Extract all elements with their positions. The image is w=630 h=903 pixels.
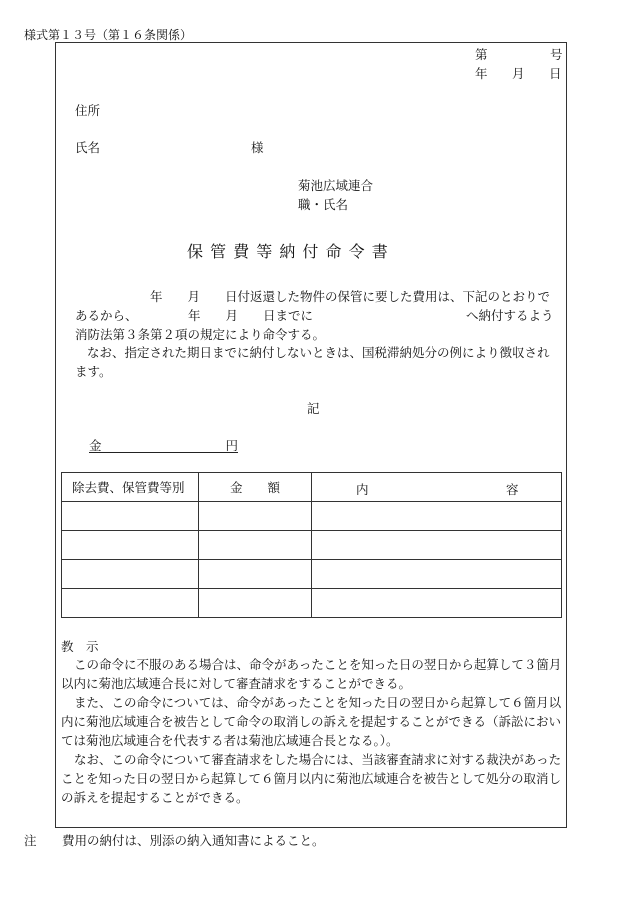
footnote-mark: 注 [24, 833, 37, 848]
honorific: 様 [251, 140, 264, 155]
table-row [62, 531, 562, 560]
date-month: 月 [512, 66, 525, 81]
fee-table [61, 472, 562, 618]
date-year: 年 [475, 66, 488, 81]
header-contents [312, 473, 562, 502]
issuer-title-name: 職・氏名 [298, 197, 349, 212]
table-cell [62, 589, 199, 618]
header-contents-2: 容 [506, 482, 519, 497]
footnote-text: 費用の納付は、別添の納入通知書によること。 [62, 833, 325, 848]
body-line-1: 年 月 日付返還した物件の保管に要した費用は、下記のとおりで [150, 289, 551, 304]
table-header-row [62, 473, 562, 502]
table-cell [62, 531, 199, 560]
body-line-2b: 年 月 日までに [188, 308, 314, 323]
notice-paragraph-3: なお、この命令について審査請求をした場合には、当該審査請求に対する裁決があったことを知った日の翌日から起算して６箇月以内に菊池広域連合を被告として処分の取消しの訴えを提起することができる。 [61, 752, 562, 805]
body-line-2a: あるから、 [75, 308, 138, 323]
body-paragraph-2: なお、指定された期日までに納付しないときは、国税滞納処分の例により徴収されます。 [75, 345, 550, 379]
amount-unit: 円 [225, 438, 238, 453]
table-row [62, 589, 562, 618]
table-cell [312, 502, 562, 531]
notice-paragraph-1: この命令に不服のある場合は、命令があったことを知った日の翌日から起算して３箇月以内に菊池広域連合長に対して審査請求をすることができる。 [61, 657, 562, 691]
notice-paragraph-2: また、この命令については、命令があったことを知った日の翌日から起算して６箇月以内に菊池広域連合を被告として命令の取消しの訴えを提起することができる（訴訟においては菊池広域連合を代表する者は菊池広域連合長となる。）。 [61, 695, 562, 748]
header-fee-type: 除去費、保管費等別 [62, 473, 199, 502]
form-label: 様式第１３号（第１６条関係） [24, 28, 193, 42]
table-cell [312, 531, 562, 560]
table-cell [199, 589, 312, 618]
header-amount: 金 額 [199, 473, 312, 502]
table-cell [199, 560, 312, 589]
number-suffix: 号 [550, 47, 563, 62]
page-title: 保 管 費 等 納 付 命 令 書 [187, 242, 389, 261]
issuer-org: 菊池広域連合 [298, 178, 374, 193]
address-label: 住所 [75, 103, 101, 118]
table-cell [62, 502, 199, 531]
table-cell [312, 589, 562, 618]
amount-label: 金 [89, 438, 102, 453]
table-cell [199, 502, 312, 531]
date-day: 日 [549, 66, 562, 81]
ki-label: 記 [307, 401, 320, 416]
header-contents-1: 内 [356, 482, 369, 497]
amount-line [89, 436, 238, 453]
notice-heading: 教 示 [61, 639, 99, 654]
table-cell [312, 560, 562, 589]
table-cell [62, 560, 199, 589]
body-line-2c: へ納付するよう [466, 308, 554, 323]
body-line-3: 消防法第３条第２項の規定により命令する。 [75, 327, 326, 342]
table-row [62, 560, 562, 589]
name-label: 氏名 [75, 140, 101, 155]
table-cell [199, 531, 312, 560]
number-prefix: 第 [475, 47, 488, 62]
table-row [62, 502, 562, 531]
